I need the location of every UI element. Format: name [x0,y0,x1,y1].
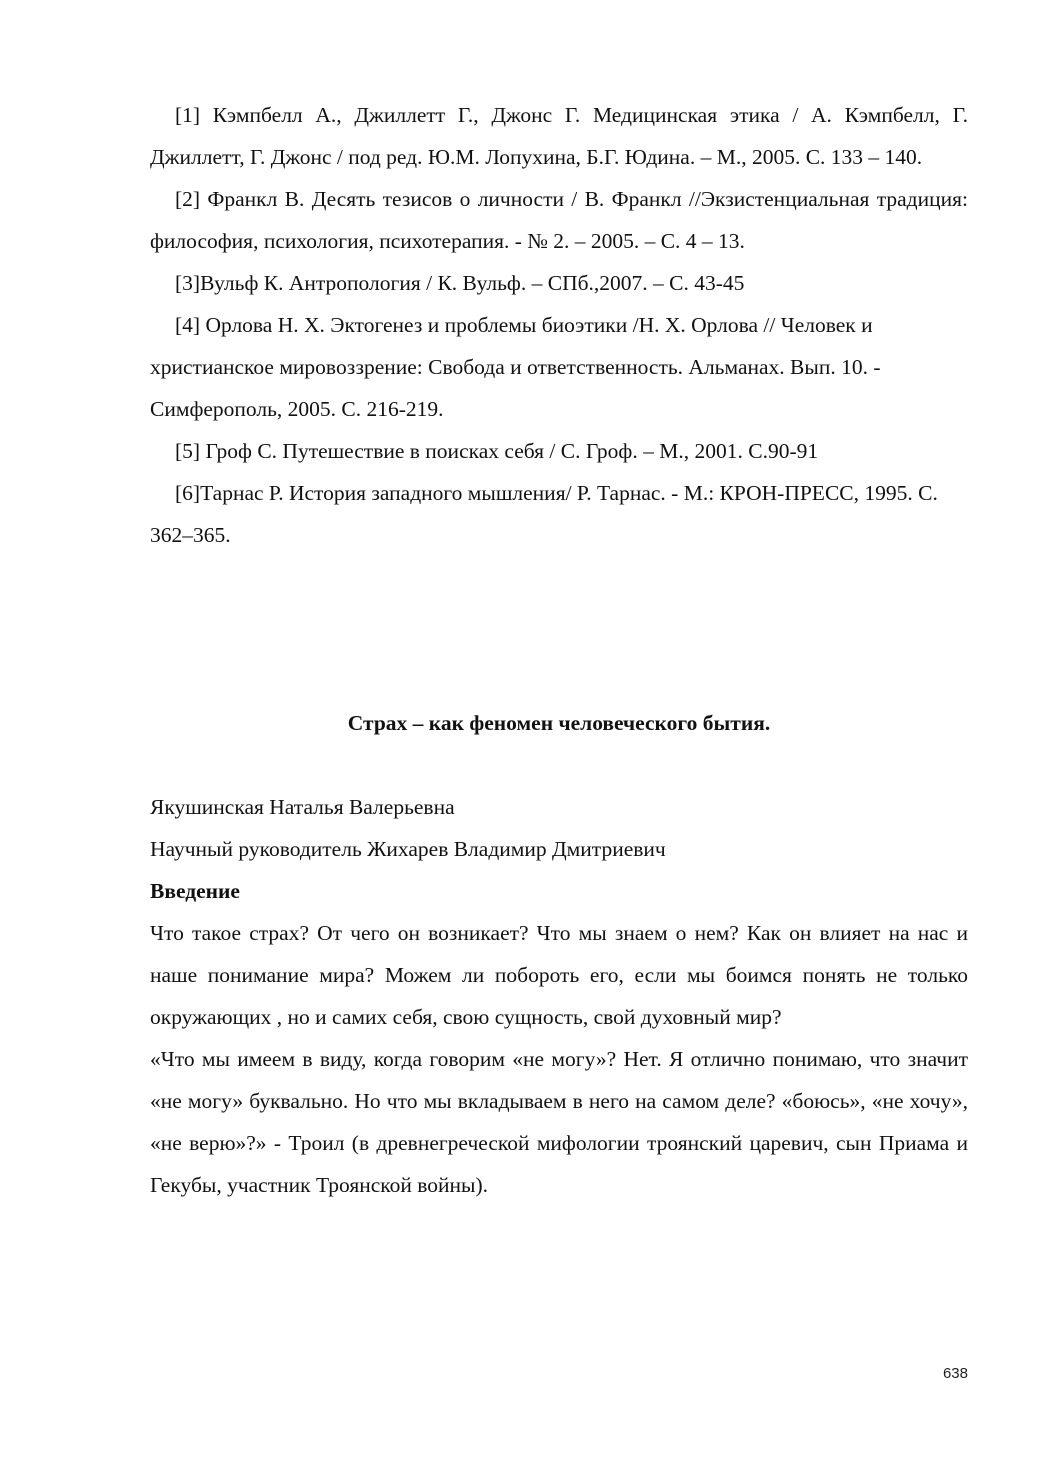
reference-list [150,94,968,556]
reference-item-2: [2] Франкл В. Десять тезисов о личности / В. Франкл //Экзистенциальная традиция: философия, психология, психотерапия. - № 2. – 2005. – С. 4 – 13. [150,187,968,253]
reference-item-3: [3]Вульф К. Антропология / К. Вульф. – СПб.,2007. – С. 43-45 [175,271,745,295]
reference-item-5: [5] Гроф С. Путешествие в поисках себя / С. Гроф. – М., 2001. С.90-91 [175,439,819,463]
article-title: Страх – как феномен человеческого бытия. [347,711,771,735]
body-paragraph-1: Что такое страх? От чего он возникает? Что мы знаем о нем? Как он влияет на нас и наше понимание мира? Можем ли побороть его, если мы боимся понять не только окружающих , но и самих себя, свою сущность, свой духовный мир? [150,921,968,1029]
body-paragraph-2: «Что мы имеем в виду, когда говорим «не могу»? Нет. Я отлично понимаю, что значит «не могу» буквально. Но что мы вкладываем в него на самом деле? «боюсь», «не хочу», «не верю»?» - Троил (в древнегреческой мифологии троянский царевич, сын Приама и Гекубы, участник Троянской войны). [150,1047,968,1197]
page-number: 638 [942,1365,968,1382]
section-heading: Введение [150,879,240,903]
page-content [150,94,968,1206]
section-spacer [150,556,968,702]
reference-item-4: [4] Орлова Н. Х. Эктогенез и проблемы биоэтики /Н. Х. Орлова // Человек и христианское мировоззрение: Свобода и ответственность. Альманах. Вып. 10. - Симферополь, 2005. С. 216-219. [150,313,881,421]
reference-item-6: [6]Тарнас Р. История западного мышления/ Р. Тарнас. - М.: КРОН-ПРЕСС, 1995. С. 362–365. [150,481,938,547]
reference-item-1: [1] Кэмпбелл А., Джиллетт Г., Джонс Г. Медицинская этика / А. Кэмпбелл, Г. Джиллетт, Г. Джонс / под ред. Ю.М. Лопухина, Б.Г. Юдина. – М., 2005. С. 133 – 140. [150,103,968,169]
article-author: Якушинская Наталья Валерьевна [150,795,455,819]
article-supervisor: Научный руководитель Жихарев Владимир Дмитриевич [150,837,666,861]
title-gap [150,744,968,786]
